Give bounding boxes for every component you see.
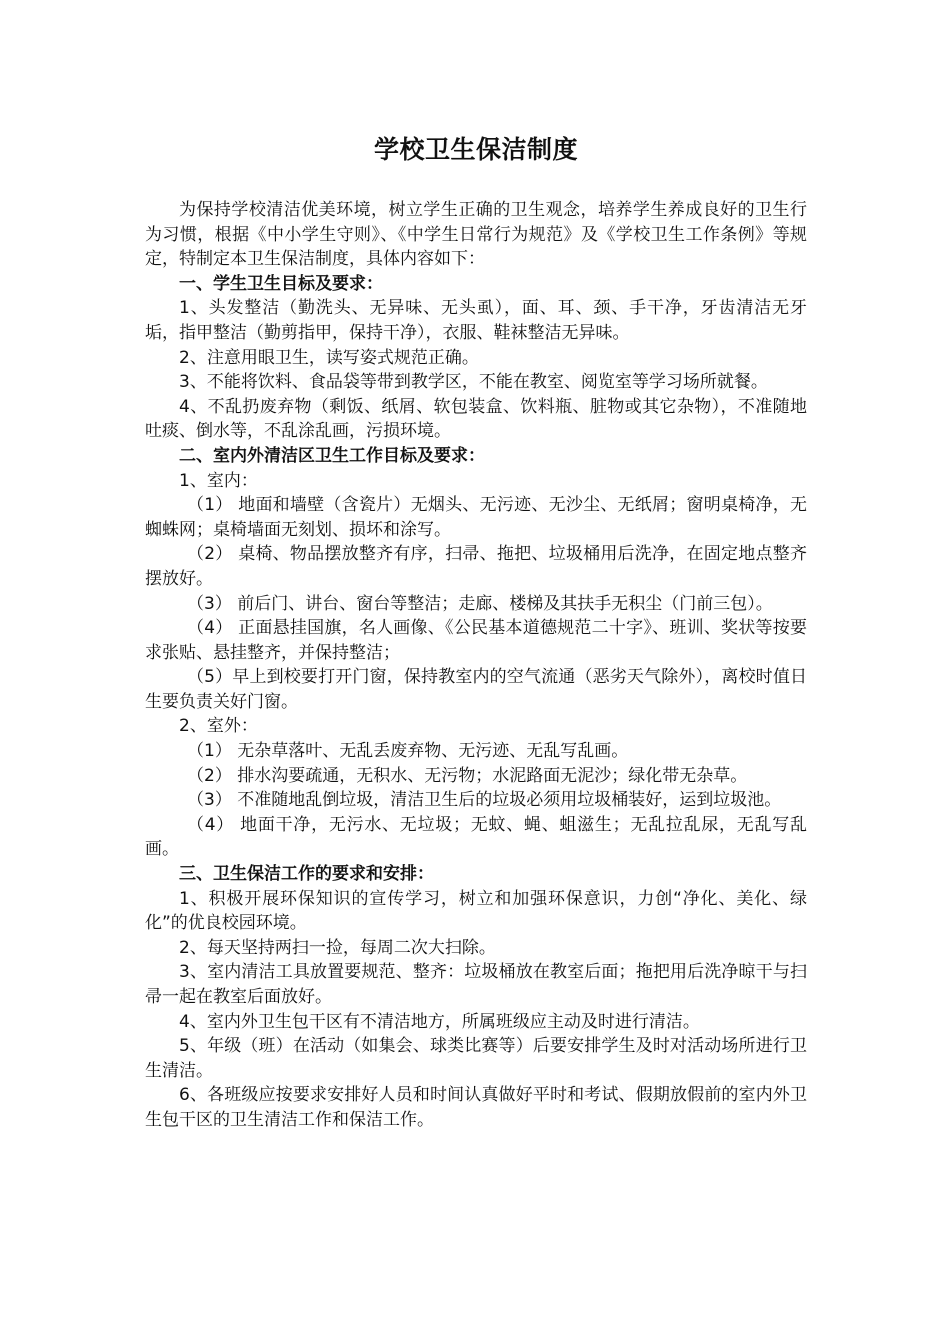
document-body bbox=[145, 198, 807, 1133]
document-page bbox=[145, 0, 807, 1133]
list-item: 2、注意用眼卫生，读写姿式规范正确。 bbox=[179, 347, 479, 368]
list-item: 1、头发整洁（勤洗头、无异味、无头虱），面、耳、颈、手干净，牙齿清洁无牙垢，指甲整洁（勤剪指甲，保持干净），衣服、鞋袜整洁无异味。 bbox=[145, 298, 807, 343]
list-item: 4、不乱扔废弃物（剩饭、纸屑、软包装盒、饮料瓶、脏物或其它杂物），不准随地吐痰、倒水等，不乱涂乱画，污损环境。 bbox=[145, 396, 807, 442]
document-title: 学校卫生保洁制度 bbox=[373, 135, 578, 164]
list-item: 6、各班级应按要求安排好人员和时间认真做好平时和考试、假期放假前的室内外卫生包干区的卫生清洁工作和保洁工作。 bbox=[145, 1085, 807, 1130]
list-item: 3、不能将饮料、食品袋等带到教学区，不能在教室、阅览室等学习场所就餐。 bbox=[179, 372, 768, 393]
list-item: （3） 不准随地乱倒垃圾，清洁卫生后的垃圾必须用垃圾桶装好，运到垃圾池。 bbox=[187, 790, 782, 811]
intro-paragraph: 为保持学校清洁优美环境，树立学生正确的卫生观念，培养学生养成良好的卫生行为习惯，根据《中小学生守则》、《中学生日常行为规范》及《学校卫生工作条例》等规定，特制定本卫生保洁制度，具体内容如下： bbox=[145, 200, 807, 270]
list-item: 5、年级（班）在活动（如集会、球类比赛等）后要安排学生及时对活动场所进行卫生清洁。 bbox=[145, 1036, 807, 1081]
list-item: （1） 无杂草落叶、无乱丢废弃物、无污迹、无乱写乱画。 bbox=[187, 741, 629, 762]
section-heading-3: 三、卫生保洁工作的要求和安排： bbox=[179, 864, 434, 885]
subsection-label: 2、室外： bbox=[179, 716, 258, 737]
list-item: （3） 前后门、讲台、窗台等整洁；走廊、楼梯及其扶手无积尘（门前三包）。 bbox=[187, 593, 773, 614]
list-item: 4、室内外卫生包干区有不清洁地方，所属班级应主动及时进行清洁。 bbox=[179, 1011, 700, 1032]
list-item: 2、每天坚持两扫一捡，每周二次大扫除。 bbox=[179, 937, 496, 958]
list-item: （2） 排水沟要疏通，无积水、无污物；水泥路面无泥沙；绿化带无杂草。 bbox=[187, 765, 748, 786]
list-item: （4） 地面干净，无污水、无垃圾；无蚊、蝇、蛆滋生；无乱拉乱尿，无乱写乱画。 bbox=[145, 814, 807, 860]
list-item: 1、积极开展环保知识的宣传学习，树立和加强环保意识，力创“净化、美化、绿化”的优良校园环境。 bbox=[145, 888, 807, 934]
list-item: 3、室内清洁工具放置要规范、整齐：垃圾桶放在教室后面；拖把用后洗净晾干与扫帚一起在教室后面放好。 bbox=[145, 962, 807, 1007]
list-item: （4） 正面悬挂国旗，名人画像、《公民基本道德规范二十字》、班训、奖状等按要求张贴、悬挂整齐，并保持整洁； bbox=[145, 618, 807, 663]
section-heading-2: 二、室内外清洁区卫生工作目标及要求： bbox=[179, 445, 485, 466]
list-item: （1） 地面和墙壁（含瓷片）无烟头、无污迹、无沙尘、无纸屑；窗明桌椅净，无蜘蛛网；桌椅墙面无刻划、损坏和涂写。 bbox=[145, 495, 807, 540]
section-heading-1: 一、学生卫生目标及要求： bbox=[179, 273, 383, 294]
list-item: （2） 桌椅、物品摆放整齐有序，扫帚、拖把、垃圾桶用后洗净，在固定地点整齐摆放好。 bbox=[145, 544, 807, 589]
list-item: （5）早上到校要打开门窗，保持教室内的空气流通（恶劣天气除外），离校时值日生要负责关好门窗。 bbox=[145, 667, 807, 712]
subsection-label: 1、室内： bbox=[179, 470, 258, 491]
